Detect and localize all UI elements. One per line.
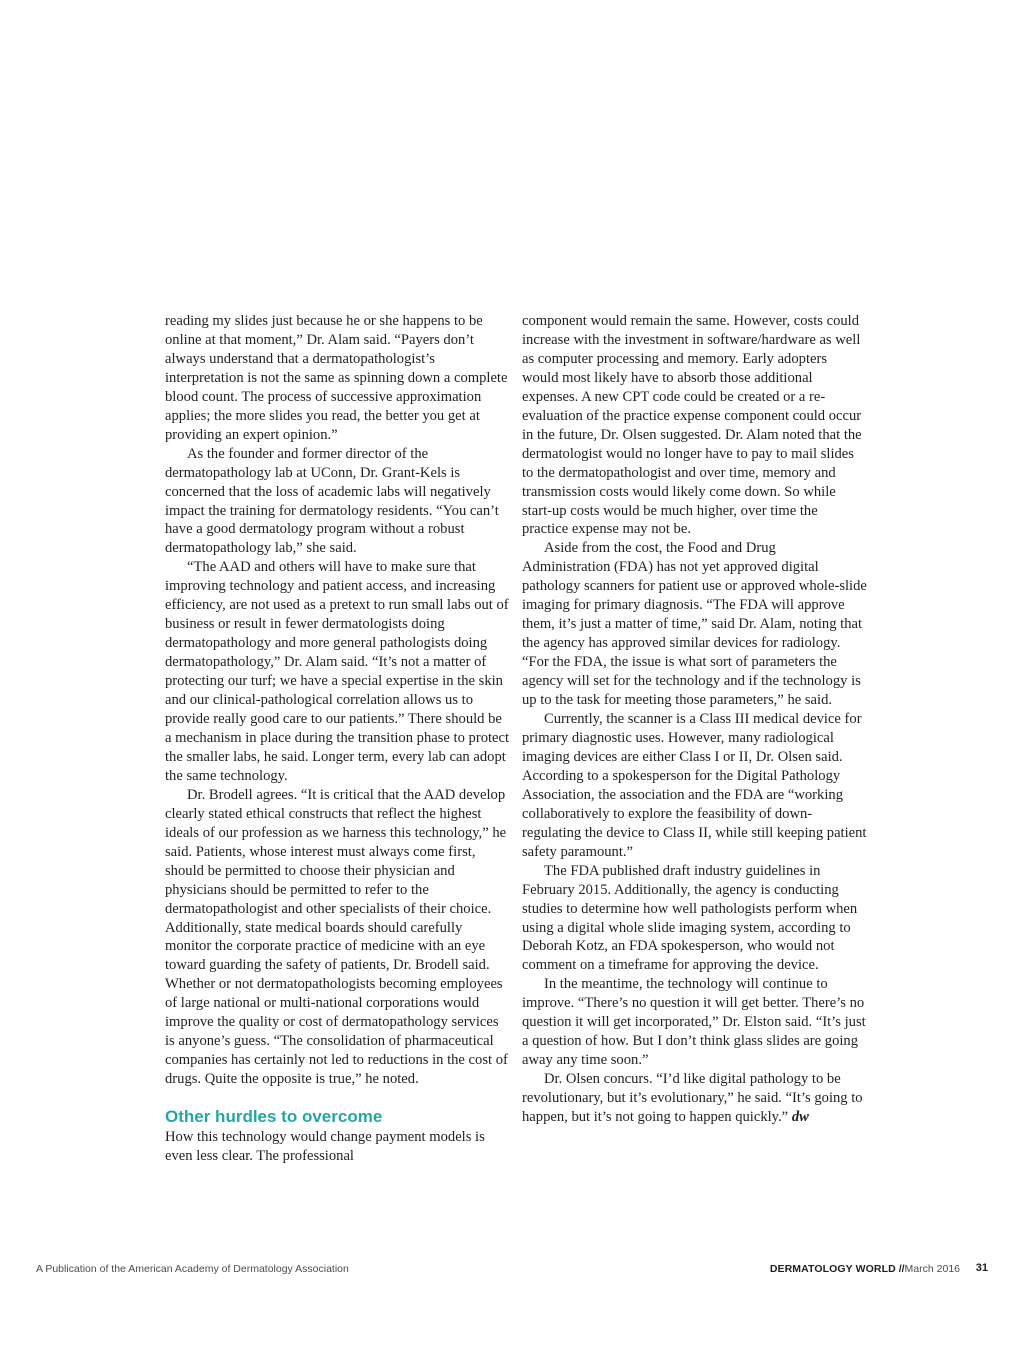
body-paragraph: component would remain the same. However, costs could increase with the investment in software/hardware as well as computer processing and memory. Early adopters would most likely have to absorb those additional expenses. A new CPT code could be created or a re-evaluation of the practice expense component could occur in the future, Dr. Olsen suggested. Dr. Alam noted that the dermatologist would no longer have to pay to mail slides to the dermatopathologist and over time, memory and transmission costs would likely come down. So while start-up costs would be much higher, over time the practice expense may not be. bbox=[522, 313, 862, 538]
magazine-name: DERMATOLOGY WORLD bbox=[769, 1263, 896, 1275]
body-paragraph: “The AAD and others will have to make sure that improving technology and patient access, and increasing efficiency, are not used as a pretext to run small labs out of business or result in fewer dermatologists doing dermatopathology and more general pathologists doing dermatopathology,” Dr. Alam said. “It’s not a matter of protecting our turf; we have a special expertise in the skin and our clinical-pathological correlation allows us to provide really good care to our patients.” There should be a mechanism in place during the transition phase to protect the smaller labs, he said. Longer term, every lab can adopt the same technology. bbox=[165, 559, 510, 784]
body-paragraph: Aside from the cost, the Food and Drug Administration (FDA) has not yet approved digital pathology scanners for patient use or approved whole-slide imaging for primary diagnosis. “The FDA will approve them, it’s just a matter of time,” said Dr. Alam, noting that the agency has approved similar devices for radiology. “For the FDA, the issue is what sort of parameters the agency will set for the technology and if the technology is up to the task for meeting those parameters,” he said. bbox=[522, 540, 867, 709]
body-paragraph: As the founder and former director of the dermatopathology lab at UConn, Dr. Grant-Kels is concerned that the loss of academic labs will negatively impact the training for dermatology residents. “You can’t have a good dermatology program without a robust dermatopathology lab,” she said. bbox=[165, 445, 499, 557]
footer-separator: // bbox=[898, 1263, 905, 1275]
body-paragraph: Dr. Brodell agrees. “It is critical that the AAD develop clearly stated ethical constructs that reflect the highest ideals of our profession as we harness this technology,” he said. Patients, whose interest must always come first, should be permitted to choose their physician and physicians should be permitted to refer to the dermatopathologist and other specialists of their choice. Additionally, state medical boards should carefully monitor the corporate practice of medicine with an eye toward guarding the safety of patients, Dr. Brodell said. Whether or not dermatopathologists becoming employees of large national or multi-national corporations would improve the quality or cost of dermatopathology services is anyone’s guess. “The consolidation of pharmaceutical companies has certainly not led to reductions in the cost of drugs. Quite the opposite is true,” he noted. bbox=[165, 786, 508, 1088]
body-paragraph: The FDA published draft industry guidelines in February 2015. Additionally, the agency is conducting studies to determine how well pathologists perform when using a digital whole slide imaging system, according to Deborah Kotz, an FDA spokesperson, who would not comment on a timeframe for approving the device. bbox=[522, 862, 858, 974]
closing-paragraph-text: Dr. Olsen concurs. “I’d like digital pathology to be revolutionary, but it’s evolutionary,” he said. “It’s going to happen, but it’s not going to happen quickly.” bbox=[522, 1071, 863, 1126]
issue-date: March 2016 bbox=[904, 1263, 960, 1275]
article-column-right bbox=[522, 312, 867, 1127]
article-column-left bbox=[165, 312, 510, 1166]
closing-paragraph bbox=[522, 1070, 867, 1127]
body-paragraph: In the meantime, the technology will continue to improve. “There’s no question it will get better. There’s no question it will get incorporated,” Dr. Elston said. “It’s just a question of how. But I don’t think glass slides are going away any time soon.” bbox=[522, 976, 866, 1069]
body-paragraph: How this technology would change payment models is even less clear. The professional bbox=[165, 1129, 485, 1165]
signoff-mark: dw bbox=[791, 1109, 809, 1126]
page-number: 31 bbox=[975, 1262, 988, 1274]
footer-publisher: A Publication of the American Academy of Dermatology Association bbox=[36, 1263, 349, 1275]
body-paragraph: Currently, the scanner is a Class III medical device for primary diagnostic uses. However, many radiological imaging devices are either Class I or II, Dr. Olsen said. According to a spokesperson for the Digital Pathology Association, the association and the FDA are “working collaboratively to explore the feasibility of down-regulating the device to Class II, while still keeping patient safety paramount.” bbox=[522, 711, 867, 860]
section-subhead: Other hurdles to overcome bbox=[165, 1107, 383, 1127]
body-paragraph: reading my slides just because he or she happens to be online at that moment,” Dr. Alam said. “Payers don’t always understand that a dermatopathologist’s interpretation is not the same as spinning down a complete blood count. The process of successive approximation applies; the more slides you read, the better you get at providing an expert opinion.” bbox=[165, 313, 508, 443]
footer-issue-line bbox=[770, 1263, 960, 1275]
